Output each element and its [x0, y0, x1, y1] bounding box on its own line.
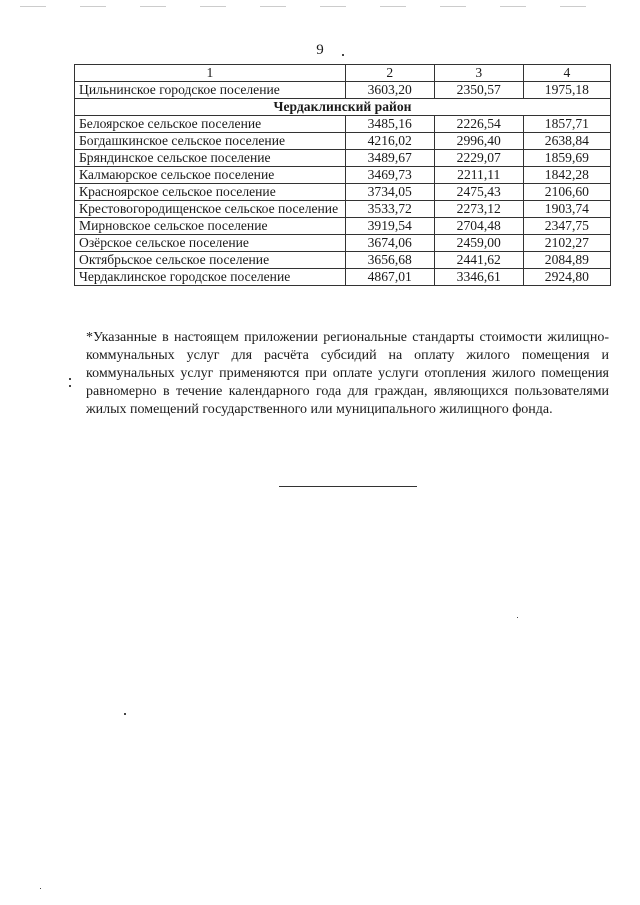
value-col-4: 1859,69	[523, 150, 610, 167]
table-row	[75, 133, 611, 150]
settlement-name: Чердаклинское городское поселение	[75, 269, 346, 286]
cost-standards-table	[74, 64, 611, 286]
settlement-name: Богдашкинское сельское поселение	[75, 133, 346, 150]
value-col-3: 2273,12	[434, 201, 523, 218]
settlement-name: Цильнинское городское поселение	[75, 82, 346, 99]
value-col-4: 1903,74	[523, 201, 610, 218]
value-col-2: 4867,01	[345, 269, 434, 286]
table-row	[75, 269, 611, 286]
value-col-3: 2350,57	[434, 82, 523, 99]
value-col-3: 2441,62	[434, 252, 523, 269]
footnote-text: *Указанные в настоящем приложении региональные стандарты стоимости жилищно-коммунальных услуг для расчёта субсидий на оплату жилого помещения и коммунальных услуг применяются при оплате услуги отопления жилого помещения равномерно в течение календарного года для граждан, являющихся пользователями жилых помещений государственного или муниципального жилищного фонда.	[86, 330, 609, 417]
value-col-4: 2084,89	[523, 252, 610, 269]
settlement-name: Калмаюрское сельское поселение	[75, 167, 346, 184]
value-col-2: 3656,68	[345, 252, 434, 269]
value-col-4: 2924,80	[523, 269, 610, 286]
value-col-4: 1857,71	[523, 116, 610, 133]
value-col-4: 2106,60	[523, 184, 610, 201]
table-row	[75, 184, 611, 201]
scan-speck	[40, 888, 41, 889]
value-col-2: 3734,05	[345, 184, 434, 201]
settlement-name: Октябрьское сельское поселение	[75, 252, 346, 269]
scan-speck	[69, 378, 71, 380]
scan-speck	[517, 617, 518, 618]
value-col-2: 3485,16	[345, 116, 434, 133]
settlement-name: Бряндинское сельское поселение	[75, 150, 346, 167]
value-col-3: 3346,61	[434, 269, 523, 286]
value-col-2: 3469,73	[345, 167, 434, 184]
page-number: 9	[316, 42, 324, 58]
header-cell-4: 4	[523, 65, 610, 82]
settlement-name: Мирновское сельское поселение	[75, 218, 346, 235]
scan-speck	[124, 713, 126, 715]
header-cell-3: 3	[434, 65, 523, 82]
closing-line	[279, 486, 417, 487]
value-col-2: 3533,72	[345, 201, 434, 218]
value-col-4: 2102,27	[523, 235, 610, 252]
scan-artifact	[20, 6, 610, 7]
table-row	[75, 150, 611, 167]
value-col-2: 3489,67	[345, 150, 434, 167]
table-row	[75, 116, 611, 133]
value-col-3: 2211,11	[434, 167, 523, 184]
value-col-4: 1975,18	[523, 82, 610, 99]
value-col-4: 2347,75	[523, 218, 610, 235]
table-header-row	[75, 65, 611, 82]
district-heading: Чердаклинский район	[75, 99, 611, 116]
value-col-2: 4216,02	[345, 133, 434, 150]
value-col-2: 3674,06	[345, 235, 434, 252]
table-row	[75, 235, 611, 252]
value-col-3: 2459,00	[434, 235, 523, 252]
table-row	[75, 82, 611, 99]
table-row	[75, 167, 611, 184]
value-col-4: 1842,28	[523, 167, 610, 184]
table-row	[75, 252, 611, 269]
value-col-2: 3919,54	[345, 218, 434, 235]
value-col-3: 2229,07	[434, 150, 523, 167]
settlement-name: Озёрское сельское поселение	[75, 235, 346, 252]
value-col-2: 3603,20	[345, 82, 434, 99]
settlement-name: Белоярское сельское поселение	[75, 116, 346, 133]
header-cell-2: 2	[345, 65, 434, 82]
scan-speck	[69, 385, 71, 387]
value-col-3: 2996,40	[434, 133, 523, 150]
table-row	[75, 201, 611, 218]
table-row	[75, 218, 611, 235]
value-col-3: 2704,48	[434, 218, 523, 235]
value-col-4: 2638,84	[523, 133, 610, 150]
district-section-row	[75, 99, 611, 116]
scan-speck	[342, 54, 344, 56]
settlement-name: Крестовогородищенское сельское поселение	[75, 201, 346, 218]
settlement-name: Красноярское сельское поселение	[75, 184, 346, 201]
value-col-3: 2226,54	[434, 116, 523, 133]
value-col-3: 2475,43	[434, 184, 523, 201]
header-cell-1: 1	[75, 65, 346, 82]
